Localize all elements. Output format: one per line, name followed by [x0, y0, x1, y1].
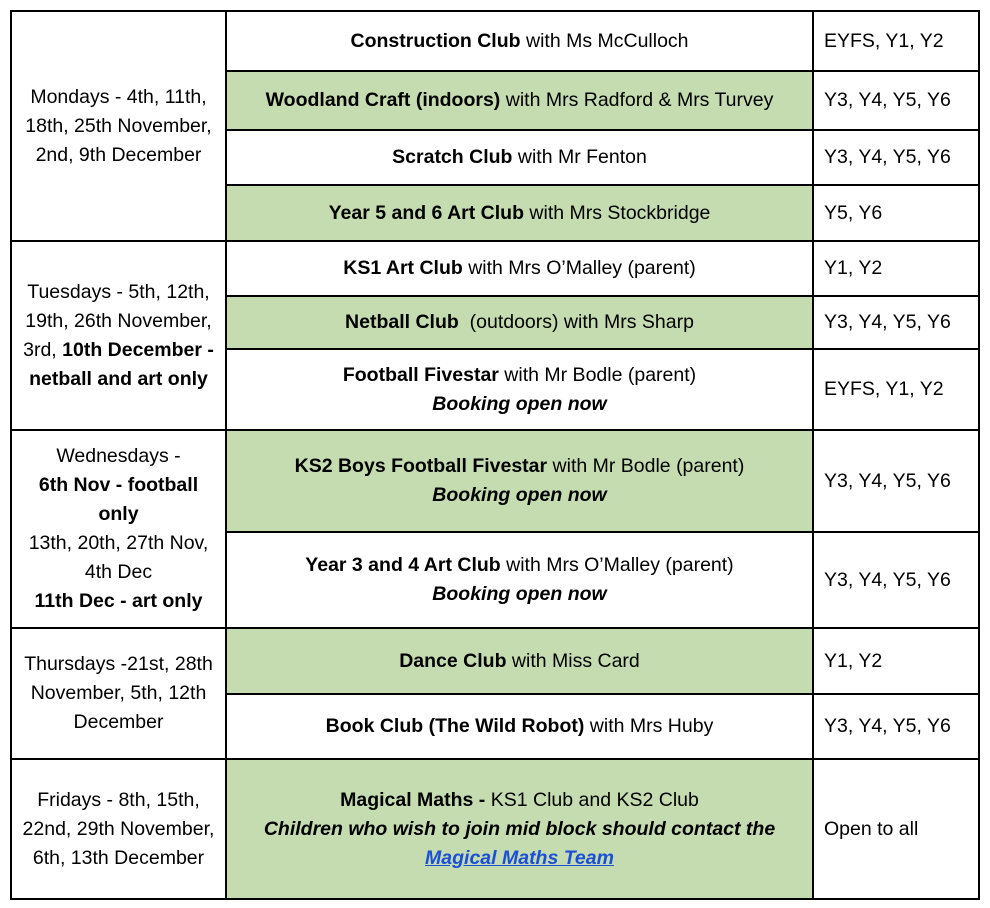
club-leader: with Mrs Radford & Mrs Turvey: [500, 89, 774, 111]
club-cell: [226, 71, 813, 130]
tuesday-dates: [11, 241, 226, 430]
club-leader: with Mr Bodle (parent): [498, 363, 697, 386]
club-leader: with Ms McCulloch: [520, 29, 689, 52]
booking-note: Booking open now: [432, 484, 607, 506]
tuesday-exception: 10th December - netball and art only: [29, 338, 214, 390]
monday-dates: Mondays - 4th, 11th, 18th, 25th November, 2nd, 9th December: [11, 11, 226, 241]
club-leader: with Mrs Huby: [584, 715, 714, 737]
table-row: [11, 11, 979, 71]
club-name: KS1 Art Club: [343, 257, 463, 279]
club-name: Woodland Craft (indoors): [265, 89, 501, 111]
year-groups: Y3, Y4, Y5, Y6: [813, 694, 979, 759]
table-row: [11, 628, 979, 694]
wednesday-exception-2: 11th Dec - art only: [34, 590, 203, 612]
magical-maths-team-link[interactable]: Magical Maths Team: [425, 846, 614, 869]
club-leader: with Miss Card: [506, 649, 640, 672]
club-leader: (outdoors) with Mrs Sharp: [458, 311, 694, 333]
table-row: [11, 430, 979, 532]
club-name: Construction Club: [350, 29, 521, 52]
club-name: Dance Club: [399, 649, 507, 672]
year-groups: Y3, Y4, Y5, Y6: [813, 430, 979, 532]
club-cell: [226, 11, 813, 71]
wednesday-dates-text: 13th, 20th, 27th Nov, 4th Dec: [28, 532, 209, 583]
club-cell: [226, 241, 813, 296]
joining-note: Children who wish to join mid block should contact the: [263, 817, 776, 840]
year-groups: EYFS, Y1, Y2: [813, 349, 979, 430]
tuesday-dates-text: Tuesdays - 5th, 12th, 19th, 26th November, 3rd,: [23, 280, 212, 361]
club-name: Netball Club: [345, 311, 459, 333]
club-leader: with Mrs O’Malley (parent): [462, 257, 696, 279]
booking-note: Booking open now: [432, 583, 607, 605]
clubs-schedule-table: [10, 10, 980, 900]
booking-note: Booking open now: [432, 392, 607, 415]
table-row: [11, 241, 979, 296]
year-groups: Open to all: [813, 759, 979, 899]
friday-dates: Fridays - 8th, 15th, 22nd, 29th November, 6th, 13th December: [11, 759, 226, 899]
wednesday-dates: [11, 430, 226, 628]
club-name: Football Fivestar: [342, 363, 499, 386]
table-row: [11, 759, 979, 899]
year-groups: Y1, Y2: [813, 241, 979, 296]
club-cell: [226, 430, 813, 532]
club-name: Scratch Club: [392, 146, 513, 168]
club-name: Book Club (The Wild Robot): [325, 715, 585, 737]
club-name: Year 3 and 4 Art Club: [305, 554, 501, 576]
club-leader: with Mr Bodle (parent): [547, 455, 745, 477]
club-cell: [226, 349, 813, 430]
year-groups: EYFS, Y1, Y2: [813, 11, 979, 71]
club-name: Magical Maths -: [340, 788, 491, 811]
thursday-dates: Thursdays -21st, 28th November, 5th, 12th December: [11, 628, 226, 759]
club-leader: with Mrs Stockbridge: [524, 201, 711, 224]
club-cell: [226, 532, 813, 628]
club-cell: [226, 628, 813, 694]
year-groups: Y1, Y2: [813, 628, 979, 694]
year-groups: Y3, Y4, Y5, Y6: [813, 296, 979, 349]
year-groups: Y5, Y6: [813, 185, 979, 241]
year-groups: Y3, Y4, Y5, Y6: [813, 532, 979, 628]
year-groups: Y3, Y4, Y5, Y6: [813, 71, 979, 130]
club-cell: [226, 694, 813, 759]
club-leader: KS1 Club and KS2 Club: [490, 788, 699, 811]
club-name: KS2 Boys Football Fivestar: [294, 455, 548, 477]
club-leader: with Mr Fenton: [512, 146, 647, 168]
club-cell: [226, 130, 813, 185]
club-cell: [226, 185, 813, 241]
club-name: Year 5 and 6 Art Club: [328, 201, 524, 224]
club-leader: with Mrs O’Malley (parent): [500, 554, 734, 576]
club-cell: [226, 759, 813, 899]
club-cell: [226, 296, 813, 349]
wednesday-exception-1: 6th Nov - football only: [38, 474, 199, 525]
year-groups: Y3, Y4, Y5, Y6: [813, 130, 979, 185]
wednesday-label: Wednesdays -: [56, 445, 181, 467]
